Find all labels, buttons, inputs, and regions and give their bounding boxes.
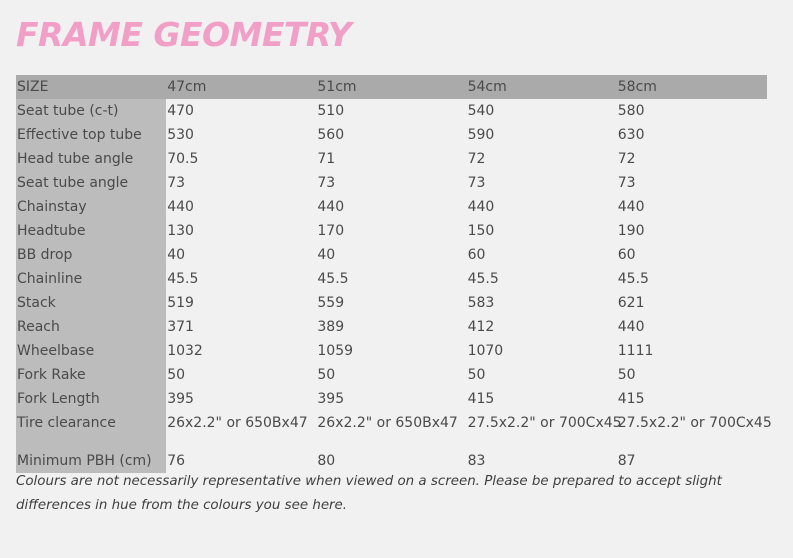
header-size-58: 58cm [617,79,657,95]
table-cell: 580 [617,103,645,119]
table-cell: 540 [467,103,495,119]
row-label: Stack [16,291,166,315]
table-cell: 50 [167,367,186,383]
row-label: Reach [16,315,166,339]
table-cell: 395 [317,391,345,407]
table-cell: 72 [617,151,636,167]
geometry-table [16,75,772,473]
table-cell: 583 [467,295,495,311]
header-size-51: 51cm [317,79,357,95]
row-label: Effective top tube [16,123,166,147]
table-row [16,267,767,291]
table-cell: 415 [467,391,495,407]
table-row [16,171,767,195]
table-cell: 440 [317,199,345,215]
table-row [16,243,767,267]
table-row [16,99,767,123]
table-cell: 73 [167,175,186,191]
row-label: Seat tube (c-t) [16,99,166,123]
table-cell: 87 [617,453,636,469]
table-row [16,123,767,147]
row-label: BB drop [16,243,166,267]
table-cell: 83 [467,453,486,469]
table-row [16,195,767,219]
header-size-label: SIZE [17,79,49,95]
table-row [16,411,767,435]
row-label: Wheelbase [16,339,166,363]
table-cell: 440 [617,199,645,215]
table-cell: 415 [617,391,645,407]
table-cell: 559 [317,295,345,311]
table-row [16,291,767,315]
table-row [16,387,767,411]
table-cell: 80 [317,453,336,469]
table-cell: 1059 [317,343,354,359]
table-cell: 371 [167,319,194,335]
table-cell: 190 [617,223,645,239]
table-cell: 73 [317,175,336,191]
table-cell: 45.5 [617,271,649,287]
table-cell: 70.5 [167,151,199,167]
row-label: Chainline [16,267,166,291]
table-cell: 130 [167,223,194,239]
table-cell: 621 [617,295,645,311]
table-cell: 73 [467,175,486,191]
table-cell: 470 [167,103,194,119]
table-row [16,435,767,473]
table-cell: 40 [317,247,336,263]
table-cell: 50 [617,367,636,383]
row-label: Headtube [16,219,166,243]
row-label: Head tube angle [16,147,166,171]
table-cell: 440 [617,319,645,335]
table-cell: 71 [317,151,336,167]
table-cell: 389 [317,319,345,335]
table-cell: 60 [467,247,486,263]
table-cell: 27.5x2.2" or 700Cx45 [467,415,622,431]
table-row [16,363,767,387]
table-cell: 72 [467,151,486,167]
table-cell: 40 [167,247,186,263]
table-cell: 560 [317,127,345,143]
table-cell: 50 [317,367,336,383]
table-cell: 26x2.2" or 650Bx47 [317,415,458,431]
table-cell: 73 [617,175,636,191]
table-cell: 630 [617,127,645,143]
table-cell: 1070 [467,343,504,359]
table-cell: 45.5 [317,271,349,287]
table-cell: 26x2.2" or 650Bx47 [167,415,308,431]
table-cell: 1111 [617,343,654,359]
table-cell: 170 [317,223,345,239]
table-row [16,147,767,171]
table-cell: 150 [467,223,495,239]
row-label: Fork Length [16,387,166,411]
table-cell: 519 [167,295,194,311]
row-label: Seat tube angle [16,171,166,195]
row-label: Fork Rake [16,363,166,387]
table-cell: 1032 [167,343,203,359]
colour-disclaimer: Colours are not necessarily representative when viewed on a screen. Please be prepared to accept slight differences in hue from the colours you see here. [16,474,722,513]
table-cell: 60 [617,247,636,263]
table-cell: 530 [167,127,194,143]
row-label: Minimum PBH (cm) [16,435,166,473]
table-cell: 440 [467,199,495,215]
table-cell: 50 [467,367,486,383]
table-cell: 510 [317,103,345,119]
page-title: FRAME GEOMETRY [16,15,352,54]
table-cell: 76 [167,453,186,469]
header-size-47: 47cm [167,79,207,95]
table-row [16,315,767,339]
table-row [16,219,767,243]
table-cell: 27.5x2.2" or 700Cx45 [617,415,772,431]
table-cell: 412 [467,319,495,335]
table-row [16,339,767,363]
table-cell: 45.5 [167,271,199,287]
row-label: Chainstay [16,195,166,219]
header-size-54: 54cm [467,79,507,95]
table-cell: 45.5 [467,271,499,287]
row-label: Tire clearance [16,411,166,435]
table-cell: 395 [167,391,194,407]
table-cell: 590 [467,127,495,143]
table-cell: 440 [167,199,194,215]
table-header-row [16,75,767,99]
